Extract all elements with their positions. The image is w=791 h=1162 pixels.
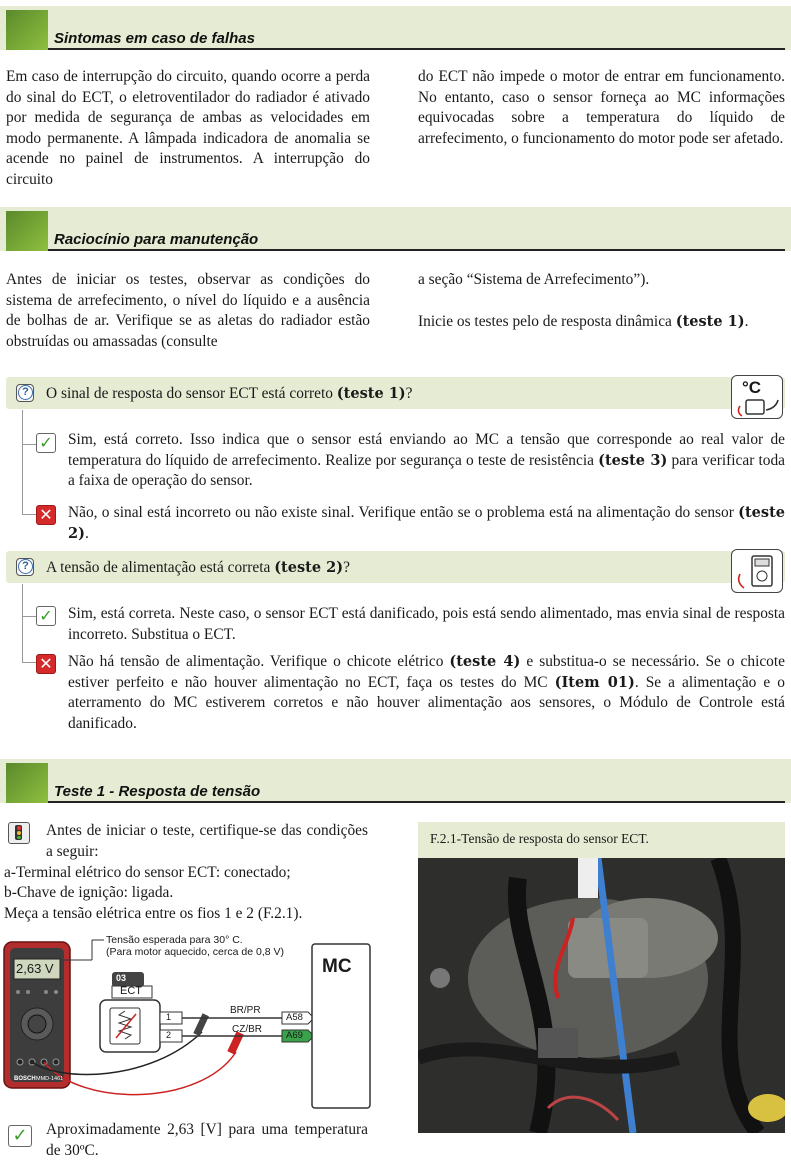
multimeter-icon — [731, 549, 783, 593]
no-cross-icon: ✕ — [36, 654, 56, 674]
section-title: Raciocínio para manutenção — [54, 231, 259, 248]
section-title: Sintomas em caso de falhas — [54, 30, 255, 47]
raciocinio-col2b — [418, 312, 785, 333]
sintomas-col2: do ECT não impede o motor de entrar em funcionamento. No entanto, caso o sensor forneça ao MC informações equivocadas sobre a temperatura do líquido de arrefecimento, o funcionamento do motor pode ser afetado. — [418, 68, 785, 147]
meter-brand: BOSCH — [14, 1076, 36, 1082]
question-icon: ? — [16, 384, 34, 402]
mc-label: MC — [322, 956, 352, 977]
result-check-icon: ✓ — [8, 1125, 32, 1147]
question-2 — [46, 558, 350, 578]
meter-model: MMD-1461 — [36, 1076, 64, 1082]
bold-ref: (Item 01) — [554, 673, 635, 691]
text: . — [744, 313, 749, 330]
condition-a: a-Terminal elétrico do sensor ECT: conectado; — [4, 864, 291, 881]
bold-ref: (teste 4) — [449, 653, 521, 670]
probe-icon — [732, 376, 784, 420]
text: Não, o sinal está incorreto ou não existe sinal. Verifique então se o problema está na alimentação do sensor — [68, 504, 739, 521]
sintomas-col1: Em caso de interrupção do circuito, quando ocorre a perda do sinal do ECT, o eletroventilador do radiador é ativado por medida de segurança de ambas as velocidades em modo permanente. A lâmpada indicadora de anomalia se acende no painel de instrumentos. A interrupção do circuito — [6, 68, 370, 188]
conn-a69-label: A69 — [286, 1030, 303, 1041]
conn-a58-label: A58 — [286, 1012, 303, 1023]
expected-result: Aproximadamente 2,63 [V] para uma temperatura de 30ºC. — [46, 1121, 368, 1159]
text: ? — [405, 385, 413, 402]
pin-1-label: 1 — [166, 1012, 172, 1022]
question-icon: ? — [16, 558, 34, 576]
answer-2-no — [68, 652, 785, 734]
sensor-name: ECT — [120, 985, 142, 997]
bold-ref: (teste 3) — [598, 451, 668, 469]
answer-1-yes — [68, 430, 785, 492]
bold-ref: (teste 1) — [336, 385, 406, 402]
yes-check-icon: ✓ — [36, 433, 56, 453]
test-intro: Antes de iniciar o teste, certifique-se das condições a seguir: — [46, 822, 368, 860]
engine-photo — [418, 858, 785, 1133]
tree-branch — [22, 616, 37, 663]
text: Não há tensão de alimentação. Verifique o chicote elétrico — [68, 653, 450, 670]
sensor-number: 03 — [116, 973, 127, 983]
text: para verificar toda a faixa de operação do sensor. — [68, 451, 786, 489]
wire-1-label: BR/PR — [230, 1005, 261, 1016]
answer-2-yes: Sim, está correta. Neste caso, o sensor ECT está danificado, pois está sendo alimentado, mas envia sinal de resposta incorreto. Substitua o ECT. — [68, 605, 785, 643]
section-header-teste1 — [0, 759, 791, 803]
thermometer-meter-icon — [731, 375, 783, 419]
question-1 — [46, 384, 413, 404]
multimeter-drawing — [732, 550, 784, 594]
meter-reading: 2,63 V — [16, 961, 54, 976]
text: Inicie os testes pelo de resposta dinâmica — [418, 313, 672, 330]
text: ? — [343, 559, 350, 576]
section-header-raciocinio — [0, 207, 791, 251]
expected-note — [106, 934, 284, 958]
yes-check-icon: ✓ — [36, 606, 56, 626]
text: . Se a alimentação e o aterramento do MC estiverem corretos e não houver alimentação aos sensores, o Módulo de Controle está danificado. — [68, 673, 785, 732]
bold-ref: (teste 2) — [274, 559, 344, 576]
raciocinio-col2a: a seção “Sistema de Arrefecimento”). — [418, 271, 650, 288]
figure-caption-box — [418, 822, 785, 858]
tree-branch — [22, 410, 37, 445]
section-marker — [6, 10, 48, 50]
text: . — [84, 524, 89, 542]
text: e substitua-o se necessário. Se o chicote estiver perfeito e não houver alimentação no ECT, faça os testes do MC — [68, 653, 785, 691]
wiring-diagram — [0, 932, 375, 1118]
section-rule — [48, 249, 785, 251]
engine-photo-drawing — [418, 858, 785, 1133]
section-marker — [6, 211, 48, 251]
pin-2-label: 2 — [166, 1030, 172, 1040]
section-rule — [48, 801, 785, 803]
text: Sim, está correto. Isso indica que o sensor está enviando ao MC a tensão que corresponde ao real valor de temperatura do líquido de arrefecimento. Realize por segurança o teste de resistência — [68, 431, 785, 469]
bold-ref: (teste 2) — [68, 504, 785, 542]
raciocinio-col1: Antes de iniciar os testes, observar as condições do sistema de arrefecimento, o nível do líquido e a ausência de bolhas de ar. Verifique se as aletas do radiador estão obstruídas ou amassadas (consulte — [6, 271, 370, 350]
section-header-sintomas — [0, 6, 791, 50]
section-title: Teste 1 - Resposta de tensão — [54, 783, 261, 800]
no-cross-icon: ✕ — [36, 505, 56, 525]
tree-branch — [22, 444, 37, 515]
figure-caption: F.2.1-Tensão de resposta do sensor ECT. — [430, 831, 649, 846]
celsius-label: °C — [742, 378, 762, 397]
answer-1-no — [68, 503, 785, 544]
bold-ref: (teste 1) — [675, 313, 745, 330]
section-rule — [48, 48, 785, 50]
section-marker — [6, 763, 48, 803]
expected-line1: Tensão esperada para 30° C. — [106, 934, 243, 946]
traffic-light-icon — [8, 822, 30, 844]
condition-b: b-Chave de ignição: ligada. — [4, 884, 174, 901]
text: O sinal de resposta do sensor ECT está correto — [46, 385, 337, 402]
text: A tensão de alimentação está correta — [46, 559, 275, 576]
black-probe — [193, 1013, 209, 1036]
measure-instruction: Meça a tensão elétrica entre os fios 1 e 2 (F.2.1). — [4, 905, 303, 922]
wire-2-label: CZ/BR — [232, 1024, 262, 1035]
expected-line2: (Para motor aquecido, cerca de 0,8 V) — [106, 946, 285, 958]
tree-branch — [22, 584, 37, 617]
